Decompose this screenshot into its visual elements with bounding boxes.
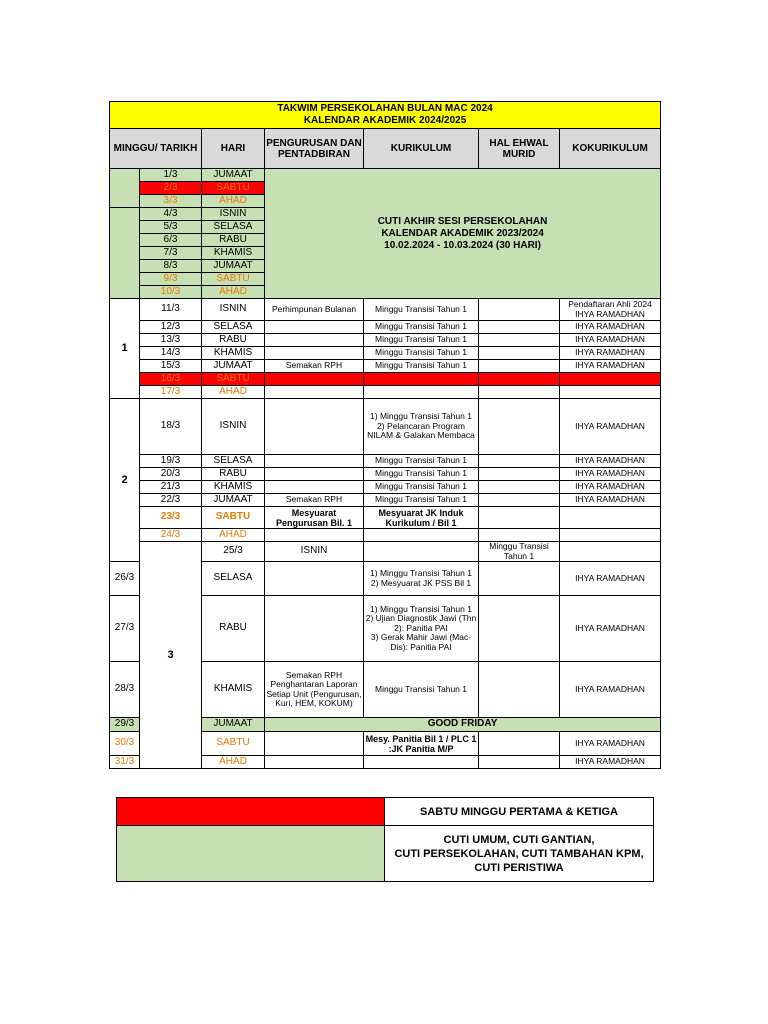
hem-cell bbox=[479, 732, 560, 756]
date-cell: 11/3 bbox=[140, 299, 202, 321]
pengurusan-cell bbox=[265, 347, 364, 360]
day-cell: JUMAAT bbox=[202, 260, 265, 273]
col-header-pengurusan: PENGURUSAN DAN PENTADBIRAN bbox=[265, 129, 364, 169]
kurikulum-cell bbox=[364, 399, 479, 455]
week-cell-blank bbox=[110, 208, 140, 299]
pengurusan-cell bbox=[265, 334, 364, 347]
table-row bbox=[110, 481, 661, 494]
pengurusan-cell bbox=[265, 562, 364, 596]
kokurikulum-cell bbox=[560, 299, 661, 321]
day-cell: SELASA bbox=[202, 221, 265, 234]
kurikulum-cell: Mesyuarat JK Induk Kurikulum / Bil 1 bbox=[364, 507, 479, 529]
table-row bbox=[110, 347, 661, 360]
day-cell: KHAMIS bbox=[202, 662, 265, 718]
pengurusan-line-2: Penghantaran Laporan Setiap Unit (Pengurusan, Kuri, HEM, KOKUM) bbox=[266, 679, 362, 708]
week-cell-blank bbox=[110, 169, 140, 208]
kokurikulum-cell: IHYA RAMADHAN bbox=[560, 399, 661, 455]
kokurikulum-cell bbox=[560, 386, 661, 399]
kokurikulum-cell: IHYA RAMADHAN bbox=[560, 334, 661, 347]
date-cell: 20/3 bbox=[140, 468, 202, 481]
legend-row bbox=[117, 826, 654, 882]
kokurikulum-cell bbox=[560, 529, 661, 542]
day-cell: AHAD bbox=[202, 386, 265, 399]
kokurikulum-cell bbox=[560, 507, 661, 529]
kurikulum-cell: Minggu Transisi Tahun 1 bbox=[364, 481, 479, 494]
day-cell: JUMAAT bbox=[202, 494, 265, 507]
pengurusan-cell bbox=[265, 468, 364, 481]
kokurikulum-line-2: IHYA RAMADHAN bbox=[575, 308, 645, 319]
date-cell: 29/3 bbox=[110, 718, 140, 732]
holiday-note-line-3: 10.02.2024 - 10.03.2024 (30 HARI) bbox=[384, 239, 541, 251]
kurikulum-cell: Minggu Transisi Tahun 1 bbox=[364, 321, 479, 334]
date-cell: 21/3 bbox=[140, 481, 202, 494]
date-cell: 25/3 bbox=[202, 542, 265, 562]
week-number-cell: 1 bbox=[110, 299, 140, 399]
pengurusan-line-1: Semakan RPH bbox=[285, 669, 343, 680]
hem-cell bbox=[479, 373, 560, 386]
day-cell: ISNIN bbox=[202, 399, 265, 455]
kurikulum-cell: Minggu Transisi Tahun 1 bbox=[479, 542, 560, 562]
day-cell: AHAD bbox=[202, 286, 265, 299]
kurikulum-cell bbox=[364, 529, 479, 542]
pengurusan-cell bbox=[265, 662, 364, 718]
pengurusan-cell bbox=[265, 386, 364, 399]
hem-cell bbox=[479, 347, 560, 360]
date-cell: 23/3 bbox=[140, 507, 202, 529]
day-cell: ISNIN bbox=[265, 542, 364, 562]
day-cell: SABTU bbox=[202, 732, 265, 756]
hem-cell bbox=[479, 360, 560, 373]
kurikulum-line-1: 1) Minggu Transisi Tahun 1 bbox=[370, 603, 472, 614]
kokurikulum-cell: IHYA RAMADHAN bbox=[560, 360, 661, 373]
calendar-title bbox=[110, 102, 661, 129]
pengurusan-cell bbox=[265, 455, 364, 468]
title-row bbox=[110, 102, 661, 129]
day-cell: JUMAAT bbox=[202, 718, 265, 732]
kurikulum-line-1: 1) Minggu Transisi Tahun 1 bbox=[370, 568, 472, 578]
title-line-2: KALENDAR AKADEMIK 2024/2025 bbox=[303, 115, 467, 126]
week-number-cell: 3 bbox=[140, 542, 202, 769]
table-row bbox=[110, 334, 661, 347]
kurikulum-cell bbox=[364, 562, 479, 596]
day-cell: SELASA bbox=[202, 455, 265, 468]
day-cell: RABU bbox=[202, 334, 265, 347]
pengurusan-cell bbox=[265, 399, 364, 455]
date-cell: 19/3 bbox=[140, 455, 202, 468]
kokurikulum-cell: IHYA RAMADHAN bbox=[560, 562, 661, 596]
date-cell: 28/3 bbox=[110, 662, 140, 718]
hem-cell bbox=[479, 507, 560, 529]
hem-cell bbox=[479, 494, 560, 507]
col-header-hari: HARI bbox=[202, 129, 265, 169]
kokurikulum-cell: IHYA RAMADHAN bbox=[560, 347, 661, 360]
kurikulum-line-2: 2) Mesyuarat JK PSS Bil 1 bbox=[370, 577, 472, 588]
kurikulum-cell: Minggu Transisi Tahun 1 bbox=[364, 494, 479, 507]
hem-cell bbox=[479, 386, 560, 399]
date-cell: 12/3 bbox=[140, 321, 202, 334]
pengurusan-cell: Perhimpunan Bulanan bbox=[265, 299, 364, 321]
table-row bbox=[110, 468, 661, 481]
kokurikulum-cell: IHYA RAMADHAN bbox=[560, 732, 661, 756]
day-cell: AHAD bbox=[202, 529, 265, 542]
pengurusan-cell bbox=[265, 321, 364, 334]
table-row bbox=[110, 169, 661, 182]
pengurusan-cell: Semakan RPH bbox=[265, 360, 364, 373]
legend-green-line-2: CUTI PERSEKOLAHAN, CUTI TAMBAHAN KPM, bbox=[394, 847, 644, 860]
date-cell: 14/3 bbox=[140, 347, 202, 360]
table-row bbox=[110, 507, 661, 529]
date-cell: 2/3 bbox=[140, 182, 202, 195]
pengurusan-cell bbox=[265, 732, 364, 756]
kokurikulum-line-1: Pendaftaran Ahli 2024 bbox=[568, 299, 652, 309]
kurikulum-cell bbox=[364, 386, 479, 399]
day-cell: KHAMIS bbox=[202, 481, 265, 494]
date-cell: 31/3 bbox=[110, 756, 140, 769]
pengurusan-cell: Semakan RPH bbox=[265, 494, 364, 507]
day-cell: SABTU bbox=[202, 273, 265, 286]
hem-cell bbox=[479, 562, 560, 596]
date-cell: 26/3 bbox=[110, 562, 140, 596]
legend-swatch-red bbox=[117, 798, 385, 826]
col-header-kokurikulum: KOKURIKULUM bbox=[560, 129, 661, 169]
holiday-note-line-2: KALENDAR AKADEMIK 2023/2024 bbox=[381, 227, 544, 239]
table-row bbox=[110, 455, 661, 468]
table-row bbox=[110, 399, 661, 455]
kokurikulum-cell: IHYA RAMADHAN bbox=[560, 494, 661, 507]
kurikulum-line-2: 2) Ujian Diagnostik Jawi (Thn 2): Panitia PAI bbox=[365, 613, 477, 633]
kurikulum-cell: Minggu Transisi Tahun 1 bbox=[364, 360, 479, 373]
legend-row bbox=[117, 798, 654, 826]
date-cell: 16/3 bbox=[140, 373, 202, 386]
good-friday-note: GOOD FRIDAY bbox=[265, 718, 661, 732]
date-cell: 5/3 bbox=[140, 221, 202, 234]
kurikulum-line-1: 1) Minggu Transisi Tahun 1 bbox=[370, 411, 472, 422]
col-header-kurikulum: KURIKULUM bbox=[364, 129, 479, 169]
kokurikulum-cell: IHYA RAMADHAN bbox=[560, 468, 661, 481]
kurikulum-cell bbox=[364, 756, 479, 769]
table-row bbox=[110, 321, 661, 334]
day-cell: RABU bbox=[202, 596, 265, 662]
kokurikulum-cell: IHYA RAMADHAN bbox=[560, 756, 661, 769]
hem-cell bbox=[479, 481, 560, 494]
date-cell: 22/3 bbox=[140, 494, 202, 507]
pengurusan-cell bbox=[265, 373, 364, 386]
date-cell: 10/3 bbox=[140, 286, 202, 299]
day-cell: JUMAAT bbox=[202, 360, 265, 373]
date-cell: 24/3 bbox=[140, 529, 202, 542]
kokurikulum-cell: IHYA RAMADHAN bbox=[560, 481, 661, 494]
date-cell: 15/3 bbox=[140, 360, 202, 373]
hem-cell bbox=[479, 468, 560, 481]
day-cell: SELASA bbox=[202, 321, 265, 334]
day-cell: KHAMIS bbox=[202, 247, 265, 260]
day-cell: RABU bbox=[202, 468, 265, 481]
hem-cell bbox=[479, 321, 560, 334]
date-cell: 4/3 bbox=[140, 208, 202, 221]
day-cell: JUMAAT bbox=[202, 169, 265, 182]
kurikulum-cell: Mesy. Panitia Bil 1 / PLC 1 :JK Panitia M/P bbox=[364, 732, 479, 756]
kokurikulum-cell: IHYA RAMADHAN bbox=[560, 321, 661, 334]
holiday-note-line-1: CUTI AKHIR SESI PERSEKOLAHAN bbox=[377, 215, 548, 227]
kurikulum-cell: Minggu Transisi Tahun 1 bbox=[364, 662, 479, 718]
pengurusan-cell bbox=[265, 596, 364, 662]
day-cell: SABTU bbox=[202, 507, 265, 529]
table-row bbox=[110, 299, 661, 321]
table-row bbox=[110, 386, 661, 399]
kurikulum-line-3: 3) Gerak Mahir Jawi (Mac-Dis): Panitia PAI bbox=[370, 632, 472, 652]
col-header-minggu: MINGGU/ TARIKH bbox=[110, 129, 202, 169]
day-cell: SABTU bbox=[202, 182, 265, 195]
pengurusan-cell bbox=[265, 481, 364, 494]
hem-cell bbox=[479, 399, 560, 455]
date-cell: 13/3 bbox=[140, 334, 202, 347]
kokurikulum-cell bbox=[560, 373, 661, 386]
table-row bbox=[110, 373, 661, 386]
day-cell: RABU bbox=[202, 234, 265, 247]
pengurusan-cell bbox=[364, 542, 479, 562]
legend-swatch-green bbox=[117, 826, 385, 882]
date-cell: 9/3 bbox=[140, 273, 202, 286]
hem-cell bbox=[560, 542, 661, 562]
title-line-1: TAKWIM PERSEKOLAHAN BULAN MAC 2024 bbox=[277, 103, 493, 114]
day-cell: AHAD bbox=[202, 195, 265, 208]
kurikulum-cell: Minggu Transisi Tahun 1 bbox=[364, 468, 479, 481]
date-cell: 8/3 bbox=[140, 260, 202, 273]
kurikulum-cell bbox=[364, 373, 479, 386]
hem-cell bbox=[479, 529, 560, 542]
legend-red-label: SABTU MINGGU PERTAMA & KETIGA bbox=[385, 798, 654, 826]
date-cell: 17/3 bbox=[140, 386, 202, 399]
hem-cell bbox=[479, 334, 560, 347]
kurikulum-cell: Minggu Transisi Tahun 1 bbox=[364, 347, 479, 360]
week-number-cell: 2 bbox=[110, 399, 140, 562]
table-row bbox=[110, 494, 661, 507]
date-cell: 3/3 bbox=[140, 195, 202, 208]
kokurikulum-cell: IHYA RAMADHAN bbox=[560, 596, 661, 662]
kurikulum-cell: Minggu Transisi Tahun 1 bbox=[364, 455, 479, 468]
kokurikulum-cell: IHYA RAMADHAN bbox=[560, 455, 661, 468]
pengurusan-cell bbox=[265, 529, 364, 542]
pengurusan-cell bbox=[265, 756, 364, 769]
date-cell: 6/3 bbox=[140, 234, 202, 247]
table-row bbox=[110, 360, 661, 373]
day-cell: AHAD bbox=[202, 756, 265, 769]
date-cell: 7/3 bbox=[140, 247, 202, 260]
holiday-note bbox=[265, 169, 661, 299]
date-cell: 27/3 bbox=[110, 596, 140, 662]
pengurusan-cell: Mesyuarat Pengurusan Bil. 1 bbox=[265, 507, 364, 529]
day-cell: ISNIN bbox=[202, 208, 265, 221]
header-row bbox=[110, 129, 661, 169]
date-cell: 1/3 bbox=[140, 169, 202, 182]
legend-table bbox=[116, 797, 654, 882]
kurikulum-cell bbox=[364, 596, 479, 662]
table-row bbox=[110, 542, 661, 562]
day-cell: ISNIN bbox=[202, 299, 265, 321]
hem-cell bbox=[479, 596, 560, 662]
date-cell: 18/3 bbox=[140, 399, 202, 455]
table-row bbox=[110, 529, 661, 542]
day-cell: SELASA bbox=[202, 562, 265, 596]
legend-green-line-1: CUTI UMUM, CUTI GANTIAN, bbox=[443, 833, 595, 846]
day-cell: SABTU bbox=[202, 373, 265, 386]
kurikulum-cell: Minggu Transisi Tahun 1 bbox=[364, 334, 479, 347]
col-header-hem: HAL EHWAL MURID bbox=[479, 129, 560, 169]
hem-cell bbox=[479, 455, 560, 468]
hem-cell bbox=[479, 299, 560, 321]
kurikulum-cell: Minggu Transisi Tahun 1 bbox=[364, 299, 479, 321]
day-cell: KHAMIS bbox=[202, 347, 265, 360]
kokurikulum-cell: IHYA RAMADHAN bbox=[560, 662, 661, 718]
hem-cell bbox=[479, 756, 560, 769]
hem-cell bbox=[479, 662, 560, 718]
legend-green-line-3: CUTI PERISTIWA bbox=[474, 861, 564, 874]
kurikulum-line-2: 2) Pelancaran Program NILAM & Galakan Membaca bbox=[367, 420, 475, 441]
date-cell: 30/3 bbox=[110, 732, 140, 756]
legend-green-label bbox=[385, 826, 654, 882]
calendar-table bbox=[109, 101, 661, 769]
